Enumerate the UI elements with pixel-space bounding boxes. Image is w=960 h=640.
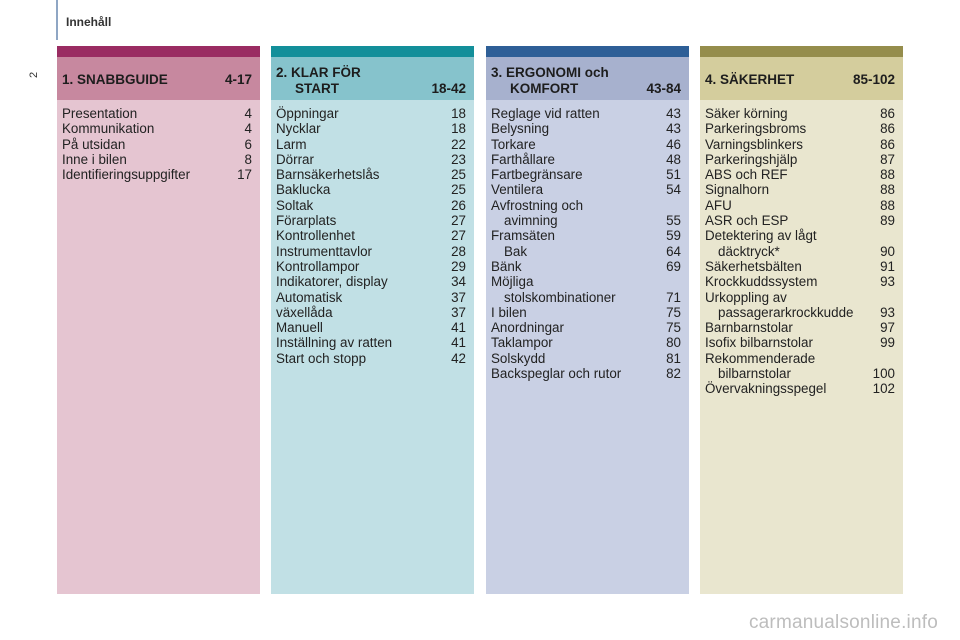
toc-entry-page: 59: [666, 228, 681, 244]
toc-entry-label: Inställning av ratten: [276, 335, 393, 351]
toc-entry-page: 26: [451, 197, 466, 213]
toc-list: [491, 106, 681, 381]
section-color-bar: [700, 46, 903, 57]
toc-entry[interactable]: [276, 320, 466, 335]
toc-entry-page: 22: [451, 136, 466, 152]
toc-entry-label: Bak: [504, 243, 528, 259]
toc-entry-label: I bilen: [491, 304, 527, 320]
toc-entry-page: 27: [451, 228, 466, 244]
section-page-range: 18-42: [431, 81, 466, 96]
toc-entry-label: passagerarkrockkudde: [718, 304, 854, 320]
section-header[interactable]: [57, 57, 260, 100]
toc-entry[interactable]: [705, 305, 895, 320]
section-title: 4. SÄKERHET: [705, 72, 795, 87]
toc-entry[interactable]: [705, 351, 895, 366]
toc-entry-page: 55: [666, 213, 681, 229]
toc-entry[interactable]: [491, 351, 681, 366]
toc-entry-page: 90: [880, 243, 895, 259]
toc-entry-label: Säkerhetsbälten: [705, 258, 802, 274]
toc-entry[interactable]: [276, 290, 466, 305]
toc-entry-page: 17: [237, 167, 252, 183]
section-title: 1. SNABBGUIDE: [62, 72, 168, 87]
toc-entry-label: Säker körning: [705, 106, 788, 121]
toc-list: [276, 106, 466, 366]
toc-entry-page: 23: [451, 151, 466, 167]
watermark: carmanualsonline.info: [748, 612, 938, 633]
section-title-line2: START: [295, 81, 339, 96]
toc-entry-page: 41: [451, 320, 466, 336]
toc-entry[interactable]: [276, 335, 466, 350]
section-column-snabbguide: [57, 46, 260, 594]
toc-entry-page: 88: [880, 197, 895, 213]
toc-entry-page: 4: [244, 106, 252, 121]
toc-entry-label: Inne i bilen: [62, 151, 127, 167]
toc-entry[interactable]: [491, 305, 681, 320]
toc-entry-label: Isofix bilbarnstolar: [705, 335, 813, 351]
toc-entry-page: 64: [666, 243, 681, 259]
toc-entry[interactable]: [276, 106, 466, 121]
toc-entry[interactable]: [491, 106, 681, 121]
toc-entry-page: 80: [666, 335, 681, 351]
section-page-range: 4-17: [224, 72, 252, 87]
toc-entry-label: Rekommenderade: [705, 350, 816, 366]
toc-entry-page: 89: [880, 213, 895, 229]
toc-entry[interactable]: [491, 137, 681, 152]
toc-entry-label: Start och stopp: [276, 350, 367, 366]
section-column-sakerhet: [700, 46, 903, 594]
toc-entry-label: Soltak: [276, 197, 314, 213]
toc-entry-page: 93: [880, 304, 895, 320]
toc-entry-label: Belysning: [491, 121, 550, 137]
toc-entry-label: Identifieringsuppgifter: [62, 167, 191, 183]
toc-entry-page: 97: [880, 320, 895, 336]
toc-entry[interactable]: [276, 121, 466, 136]
toc-list: [62, 106, 252, 182]
toc-entry-label: Backspeglar och rutor: [491, 366, 622, 382]
toc-entry[interactable]: [491, 259, 681, 274]
section-column-ergonomi-komfort: [486, 46, 689, 594]
toc-entry-label: Öppningar: [276, 106, 339, 121]
toc-entry-label: däcktryck*: [718, 243, 780, 259]
section-body: [271, 100, 474, 594]
toc-entry-page: 34: [451, 274, 466, 290]
toc-entry-label: Kontrollampor: [276, 258, 360, 274]
toc-entry-page: 37: [451, 289, 466, 305]
toc-entry[interactable]: [705, 106, 895, 121]
toc-entry[interactable]: [62, 137, 252, 152]
toc-entry-page: 88: [880, 182, 895, 198]
toc-entry[interactable]: [705, 381, 895, 396]
section-body: [486, 100, 689, 594]
toc-entry-page: 46: [666, 136, 681, 152]
toc-entry-label: Taklampor: [491, 335, 553, 351]
toc-entry[interactable]: [705, 198, 895, 213]
toc-entry[interactable]: [62, 167, 252, 182]
toc-entry-page: 25: [451, 167, 466, 183]
toc-entry-label: Ventilera: [491, 182, 544, 198]
toc-entry-page: 87: [880, 151, 895, 167]
toc-entry-page: 91: [880, 258, 895, 274]
section-body: [700, 100, 903, 594]
toc-entry[interactable]: [276, 305, 466, 320]
toc-entry-page: 75: [666, 320, 681, 336]
toc-entry-label: stolskombinationer: [504, 289, 616, 305]
toc-entry[interactable]: [276, 213, 466, 228]
page-number: 2: [28, 71, 40, 78]
toc-entry-label: Parkeringshjälp: [705, 151, 798, 167]
toc-entry-page: 86: [880, 121, 895, 137]
section-color-bar: [271, 46, 474, 57]
toc-entry-label: Krockkuddssystem: [705, 274, 818, 290]
toc-entry-label: växellåda: [276, 304, 333, 320]
toc-entry[interactable]: [705, 167, 895, 182]
toc-entry-label: Larm: [276, 136, 307, 152]
toc-entry[interactable]: [491, 121, 681, 136]
toc-entry-page: 88: [880, 167, 895, 183]
section-page-range: 43-84: [646, 81, 681, 96]
toc-entry-page: 54: [666, 182, 681, 198]
toc-entry-label: AFU: [705, 197, 732, 213]
toc-entry-label: Torkare: [491, 136, 536, 152]
toc-entry[interactable]: [491, 244, 681, 259]
toc-entry-label: Fartbegränsare: [491, 167, 583, 183]
toc-entry-label: Barnsäkerhetslås: [276, 167, 380, 183]
toc-entry[interactable]: [705, 137, 895, 152]
toc-entry[interactable]: [276, 137, 466, 152]
section-body: [57, 100, 260, 594]
toc-entry[interactable]: [491, 213, 681, 228]
toc-entry-label: Framsäten: [491, 228, 555, 244]
toc-entry[interactable]: [491, 290, 681, 305]
toc-entry-page: 43: [666, 106, 681, 121]
toc-entry[interactable]: [62, 152, 252, 167]
toc-entry[interactable]: [491, 335, 681, 350]
toc-entry[interactable]: [705, 366, 895, 381]
toc-entry-page: 18: [451, 121, 466, 137]
section-title: 2. KLAR FÖR: [276, 65, 361, 80]
toc-entry[interactable]: [705, 290, 895, 305]
toc-entry[interactable]: [705, 259, 895, 274]
toc-entry[interactable]: [276, 244, 466, 259]
toc-entry[interactable]: [491, 182, 681, 197]
toc-entry-page: 18: [451, 106, 466, 121]
toc-entry-page: 25: [451, 182, 466, 198]
toc-entry-page: 37: [451, 304, 466, 320]
toc-entry-label: Indikatorer, display: [276, 274, 388, 290]
toc-entry[interactable]: [276, 351, 466, 366]
toc-entry[interactable]: [491, 152, 681, 167]
toc-entry[interactable]: [705, 320, 895, 335]
toc-entry-label: Avfrostning och: [491, 197, 584, 213]
toc-entry[interactable]: [491, 274, 681, 289]
toc-entry[interactable]: [705, 121, 895, 136]
toc-entry-page: 4: [244, 121, 252, 137]
toc-entry-page: 41: [451, 335, 466, 351]
toc-entry-page: 75: [666, 304, 681, 320]
toc-entry-label: Barnbarnstolar: [705, 320, 793, 336]
toc-entry-label: Möjliga: [491, 274, 534, 290]
toc-entry-page: 43: [666, 121, 681, 137]
toc-entry-label: Automatisk: [276, 289, 343, 305]
page-header-title: Innehåll: [66, 15, 112, 29]
toc-entry-label: avimning: [504, 213, 558, 229]
toc-entry-label: Övervakningsspegel: [705, 381, 827, 397]
toc-entry-label: ABS och REF: [705, 167, 788, 183]
toc-entry-page: 86: [880, 136, 895, 152]
toc-entry-label: Urkoppling av: [705, 289, 787, 305]
toc-entry-label: På utsidan: [62, 136, 126, 152]
section-column-klar-for-start: [271, 46, 474, 594]
toc-entry-label: Bänk: [491, 258, 522, 274]
toc-entry-page: 6: [244, 136, 252, 152]
toc-entry-page: 48: [666, 151, 681, 167]
toc-entry-page: 102: [872, 381, 895, 397]
header-rule: [56, 0, 58, 40]
toc-entry[interactable]: [705, 244, 895, 259]
toc-entry[interactable]: [62, 106, 252, 121]
toc-entry[interactable]: [491, 198, 681, 213]
toc-entry[interactable]: [705, 274, 895, 289]
toc-entry[interactable]: [276, 167, 466, 182]
toc-entry-label: bilbarnstolar: [718, 366, 791, 382]
toc-entry-label: Instrumenttavlor: [276, 243, 373, 259]
toc-entry[interactable]: [491, 167, 681, 182]
section-header[interactable]: [486, 57, 689, 100]
toc-entry-label: Parkeringsbroms: [705, 121, 807, 137]
toc-entry-label: Kommunikation: [62, 121, 155, 137]
toc-entry[interactable]: [276, 274, 466, 289]
toc-entry-page: 29: [451, 258, 466, 274]
toc-entry[interactable]: [491, 228, 681, 243]
toc-entry-label: Reglage vid ratten: [491, 106, 600, 121]
toc-entry[interactable]: [276, 182, 466, 197]
section-page-range: 85-102: [852, 72, 895, 87]
toc-entry-label: Farthållare: [491, 151, 556, 167]
toc-entry[interactable]: [491, 320, 681, 335]
toc-entry-label: Nycklar: [276, 121, 321, 137]
toc-entry-label: Varningsblinkers: [705, 136, 803, 152]
toc-entry-page: 99: [880, 335, 895, 351]
toc-entry-page: 28: [451, 243, 466, 259]
toc-entry[interactable]: [276, 198, 466, 213]
toc-entry[interactable]: [276, 228, 466, 243]
toc-entry-label: Baklucka: [276, 182, 331, 198]
toc-entry-page: 100: [872, 366, 895, 382]
toc-entry-label: Dörrar: [276, 151, 314, 167]
toc-entry-label: Detektering av lågt: [705, 228, 817, 244]
toc-entry-page: 51: [666, 167, 681, 183]
toc-entry[interactable]: [491, 366, 681, 381]
toc-entry-page: 82: [666, 366, 681, 382]
section-title-line2: KOMFORT: [510, 81, 579, 96]
toc-entry-page: 71: [666, 289, 681, 305]
section-header[interactable]: [271, 57, 474, 100]
toc-entry[interactable]: [276, 152, 466, 167]
toc-entry-label: Kontrollenhet: [276, 228, 355, 244]
section-header[interactable]: [700, 57, 903, 100]
section-color-bar: [57, 46, 260, 57]
toc-entry[interactable]: [62, 121, 252, 136]
toc-entry-page: 86: [880, 106, 895, 121]
section-title: 3. ERGONOMI och: [491, 65, 609, 80]
toc-entry-page: 27: [451, 213, 466, 229]
toc-entry-label: Förarplats: [276, 213, 337, 229]
toc-entry[interactable]: [705, 213, 895, 228]
toc-entry-page: 81: [666, 350, 681, 366]
toc-entry[interactable]: [705, 335, 895, 350]
toc-list: [705, 106, 895, 397]
toc-entry-label: Solskydd: [491, 350, 546, 366]
toc-entry-label: ASR och ESP: [705, 213, 789, 229]
toc-entry[interactable]: [276, 259, 466, 274]
toc-entry[interactable]: [705, 182, 895, 197]
toc-entry-label: Anordningar: [491, 320, 564, 336]
toc-entry-label: Presentation: [62, 106, 138, 121]
toc-entry-page: 69: [666, 258, 681, 274]
toc-entry[interactable]: [705, 152, 895, 167]
toc-entry-page: 8: [244, 151, 252, 167]
toc-entry-page: 42: [451, 350, 466, 366]
section-color-bar: [486, 46, 689, 57]
toc-entry-label: Manuell: [276, 320, 323, 336]
toc-entry-page: 93: [880, 274, 895, 290]
toc-entry-label: Signalhorn: [705, 182, 770, 198]
toc-entry[interactable]: [705, 228, 895, 243]
